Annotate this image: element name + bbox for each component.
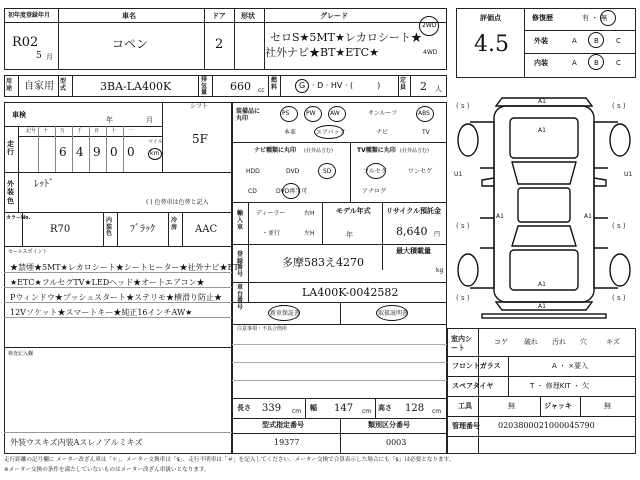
warranty-item1: 新車保証書 [270, 310, 301, 317]
length-value: 339 [262, 403, 282, 414]
inspection-label: 車検 [12, 111, 26, 119]
tv-title: TV種類に丸印 [357, 147, 396, 154]
color-note: ( ) 色替車は色替と記入 [146, 199, 209, 206]
mileage-unit-2: 千 [77, 128, 83, 134]
color-code-label: カラーNo. [6, 215, 31, 221]
recycle-unit: 円 [434, 231, 441, 238]
registration-label: 登録番号 [237, 251, 244, 278]
exterior-a: A [572, 37, 577, 45]
diagram-mark-1: A1 [538, 98, 546, 105]
color-value: ﾚｯﾄﾞ [34, 179, 54, 190]
registration-value: 多摩583え4270 [282, 256, 364, 269]
tv-analog: アナログ [362, 188, 387, 195]
equip-item-0: PS [282, 110, 290, 117]
import-dealer: ディーラー [256, 210, 286, 217]
seat-item-1: 破れ [524, 338, 538, 346]
class-label: 類別区分番号 [368, 421, 410, 429]
equip-item-4: ABS [418, 110, 430, 117]
car-diagram [452, 88, 636, 320]
mileage-digit-1: 4 [76, 145, 84, 159]
height-label: 高さ [378, 404, 392, 412]
navi-dvd: DVD [286, 168, 300, 175]
grade-line1: セロS★5MT★レカロシート★ [270, 31, 422, 44]
jack-value: 無 [604, 402, 611, 410]
interior-a: A [572, 59, 577, 67]
tools-label: 工具 [458, 402, 472, 410]
exterior-b: B [594, 37, 599, 45]
interior-c: C [616, 59, 621, 67]
diagram-mark-8: A1 [538, 303, 546, 310]
length-label: 長さ [237, 404, 251, 412]
height-value: 128 [405, 403, 425, 414]
recycle-value: 8,640 [396, 225, 428, 238]
tv-fullseg: フルセグ [363, 168, 387, 175]
repair-label: 修復歴 [532, 14, 553, 22]
mileage-unit-0: 十 [43, 128, 49, 134]
capacity-unit: 人 [435, 85, 442, 93]
navi-note: (社外品含む) [304, 148, 333, 154]
mileage-label: 走行 [7, 140, 14, 157]
chassis-label: 車台番号 [237, 284, 244, 311]
model-year-value: 年 [346, 231, 353, 239]
width-label: 幅 [310, 404, 317, 412]
notes-label: 注意事項・不具合箇所 [237, 326, 288, 332]
model-label: 型式 [60, 78, 67, 92]
svg-text:( s ): ( s ) [612, 222, 626, 230]
glass-label: フロントガラス [452, 362, 501, 370]
svg-text:( s ): ( s ) [612, 294, 626, 302]
shift-value: 5F [192, 132, 208, 146]
svg-text:( s ): ( s ) [456, 294, 470, 302]
ac-label: 冷房 [171, 217, 178, 231]
displacement-value: 660 [230, 80, 251, 93]
recycle-label: リサイクル預託金 [386, 207, 442, 215]
displacement-unit: cc [258, 87, 265, 94]
sales-point-1: ★禁煙★5MT★レカロシート★シートヒーター★社外ナビ★BT [10, 263, 239, 272]
import-right: 右H [304, 210, 315, 217]
mileage-unit-1: 万 [60, 128, 66, 134]
sales-point-4: 12Vソケット★スマートキー★純正16インチAW★ [10, 308, 193, 317]
fuel-rest: · D · HV · ( ) [312, 81, 381, 90]
mgmt-value: 0203800021000045790 [498, 421, 595, 430]
equip-item-1: PW [306, 110, 316, 117]
month-label: 月 [146, 116, 153, 124]
sales-point-2: ★ETC★フルセグTV★LEDヘッド★オートエアコン★ [10, 278, 205, 287]
mileage-digit-3: 0 [110, 145, 118, 159]
type-value: 19377 [274, 438, 300, 447]
exterior-selected-circle [588, 32, 604, 48]
navi-title: ナビ種類に丸印 [254, 147, 297, 154]
type-label: 型式指定番号 [262, 421, 304, 429]
capacity-value: 2 [420, 80, 427, 93]
repair-selected-circle [600, 10, 616, 26]
spare-value: T ・ 修理KIT ・ 欠 [530, 382, 590, 390]
shape-label: 形状 [241, 12, 255, 20]
interior-selected-circle [588, 54, 604, 70]
seat-label: 室内シート [451, 335, 472, 353]
navi-sd: SD [323, 168, 332, 175]
equip-item2-1: エアバック [316, 129, 346, 136]
inspector-label: 検査記入欄 [8, 351, 34, 357]
row2-section [4, 75, 447, 97]
navi-hdd: HDD [246, 168, 260, 175]
height-unit: cm [432, 408, 442, 415]
color-code-value: R70 [50, 224, 71, 235]
grade-label: グレード [320, 12, 348, 20]
fourwd-label: 4WD [423, 49, 438, 56]
ac-value: AAC [195, 224, 218, 235]
sales-point-3: Pウィンドウ★プッシュスタート★ステリモ★横滑り防止★ [10, 293, 223, 302]
mileage-km: km [150, 150, 160, 157]
class-value: 0003 [386, 438, 407, 447]
reg-month-unit: 月 [46, 53, 53, 61]
mileage-mile: マイル [148, 139, 163, 145]
mileage-unit-4: 十 [111, 128, 117, 134]
tools-value: 無 [508, 402, 515, 410]
score-value: 4.5 [474, 32, 509, 57]
width-value: 147 [334, 403, 354, 414]
inspector-note: 外装ウスキズ内装Aスレノアルミキズ [10, 438, 143, 447]
fuel-label: 燃料 [271, 77, 278, 91]
shift-label: シフト [190, 103, 209, 110]
exterior-c: C [616, 37, 621, 45]
svg-text:( s ): ( s ) [456, 222, 470, 230]
equipment-label: 装備品に丸印 [236, 108, 261, 123]
tv-oneseg: ワンセグ [408, 168, 433, 175]
diagram-mark-4: U1 [624, 171, 633, 178]
diagram-mark-6: A1 [584, 213, 592, 220]
navi-dvdplay: DVD再生可 [276, 188, 308, 195]
max-load-unit: kg [436, 267, 444, 274]
year-label: 年 [106, 116, 113, 124]
chassis-value: LA400K-0042582 [302, 286, 399, 299]
mileage-unit-5: 一 [128, 128, 134, 134]
capacity-label: 定員 [400, 77, 407, 91]
score-label: 評価点 [480, 14, 501, 22]
model-year-label: モデル年式 [336, 207, 371, 215]
footer-line2: ※メーター交換の条件を満たしていないものはメーター改ざん車扱いとなります。 [4, 467, 210, 473]
equip-airbag-circle [314, 125, 344, 139]
glass-value: A ・ ×要入 [552, 362, 589, 370]
tv-note: (社外品含む) [400, 148, 429, 154]
mileage-digit-0: 6 [59, 145, 67, 159]
use-value: 自家用 [24, 81, 54, 92]
color-label: 外装色 [7, 180, 14, 205]
displacement-label: 排気量 [201, 76, 208, 97]
use-label: 用途 [6, 78, 13, 92]
equip-item-3: サンルーフ [368, 110, 398, 117]
warranty-item2: 取扱説明書 [378, 310, 409, 317]
jack-label: ジャッキ [544, 402, 572, 410]
interior-value: ﾌﾞﾗｯｸ [130, 224, 155, 235]
interior-grade-label: 内装 [534, 59, 548, 67]
mileage-digit-2: 9 [93, 145, 101, 159]
diagram-mark-2: A1 [538, 127, 546, 134]
max-load-label: 最大積載量 [396, 247, 431, 255]
fuel-g: G [299, 81, 306, 90]
mileage-digit-4: 0 [127, 145, 135, 159]
diagram-mark-5: A1 [496, 213, 504, 220]
car-name-label: 車名 [122, 12, 136, 20]
import-left: 左H [304, 230, 315, 237]
seat-item-3: 穴 [580, 338, 587, 346]
diagram-mark-7: A1 [538, 281, 546, 288]
mileage-unit-3: 百 [94, 128, 100, 134]
length-unit: cm [292, 408, 302, 415]
interior-b: B [594, 59, 599, 67]
reg-month-value: 5 [36, 51, 42, 61]
svg-text:( s ): ( s ) [612, 102, 626, 110]
model-value: 3BA-LA400K [100, 80, 172, 93]
repair-options: 有 ・ 無 [582, 14, 608, 22]
sales-point-label: セールスポイント [8, 249, 48, 255]
seat-item-4: キズ [606, 338, 620, 346]
import-parallel: ・並行 [262, 230, 281, 237]
mgmt-label: 管理番号 [452, 422, 480, 430]
middle-section [232, 102, 447, 454]
diagram-mark-3: U1 [454, 171, 463, 178]
equip-item2-3: TV [422, 129, 430, 136]
interior-label: 内装色 [106, 217, 113, 238]
mileage-units-first: 記号 [26, 128, 37, 134]
spare-label: スペアタイヤ [452, 382, 494, 390]
footer-line1: 走行距離の記号欄に メーター改ざん車は「＊」、メーター交換車は「$」、走行不明車は「＃」を記入してください。メーター交換で合算表示した場合にも「$」は必要となります。 [4, 457, 455, 463]
seat-item-2: 汚れ [552, 338, 566, 346]
equip-item2-0: 本革 [284, 129, 297, 136]
door-value: 2 [215, 37, 224, 52]
car-name-value: コペン [112, 37, 149, 51]
seat-item-0: コゲ [494, 338, 508, 346]
import-label: 輸入車 [237, 210, 244, 232]
door-label: ドア [212, 12, 226, 20]
exterior-label: 外装 [534, 37, 548, 45]
navi-cd: CD [248, 188, 257, 195]
reg-year-label: 初年度登録年月 [8, 12, 51, 19]
svg-text:( s ): ( s ) [456, 102, 470, 110]
grade-line2: 社外ナビ★BT★ETC★ [265, 46, 379, 59]
equip-item-2: AW [330, 110, 340, 117]
equip-item2-2: ナビ [376, 129, 389, 136]
width-unit: cm [362, 408, 372, 415]
reg-year-value: R02 [12, 35, 39, 50]
twowd-label: 2WD [422, 22, 437, 29]
